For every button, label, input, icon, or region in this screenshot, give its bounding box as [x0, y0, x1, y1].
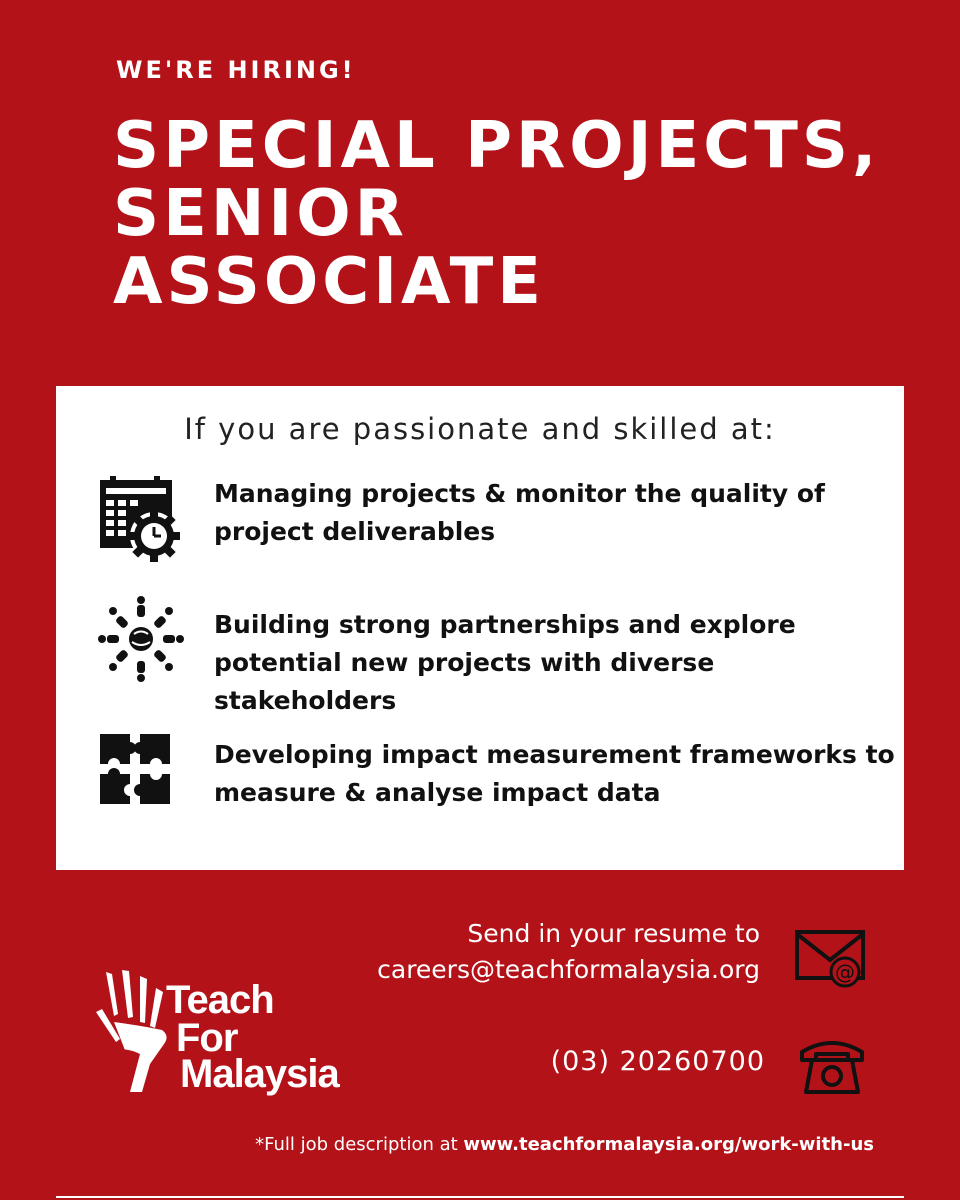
logo-word-for: For	[176, 1016, 238, 1060]
job-title-line-2: SENIOR	[113, 177, 408, 251]
svg-text:@: @	[835, 960, 855, 984]
job-description-footnote	[255, 1134, 874, 1155]
telephone-icon	[798, 1036, 866, 1096]
skill-text-managing-projects: Managing projects & monitor the quality of project deliverables	[214, 479, 825, 546]
logo-word-malaysia: Malaysia	[180, 1052, 339, 1096]
skill-text-building-partnerships: Building strong partnerships and explore potential new projects with diverse stakeholders	[214, 610, 796, 715]
footnote-prefix: *Full job description at	[255, 1134, 464, 1155]
email-address[interactable]: careers@teachformalaysia.org	[377, 955, 760, 984]
job-title-line-1: SPECIAL PROJECTS,	[113, 109, 881, 183]
resume-line: Send in your resume to	[467, 919, 760, 948]
skill-text-impact-measurement: Developing impact measurement frameworks to measure & analyse impact data	[214, 740, 895, 807]
people-globe-network-icon	[96, 594, 186, 684]
skills-intro: If you are passionate and skilled at:	[184, 412, 776, 446]
envelope-at-icon	[795, 928, 867, 988]
logo-word-teach: Teach	[166, 978, 274, 1022]
job-description-link[interactable]: www.teachformalaysia.org/work-with-us	[463, 1134, 874, 1155]
resume-instructions	[377, 916, 760, 988]
skill-item-building-partnerships	[96, 594, 896, 715]
teach-for-malaysia-logo	[92, 968, 372, 1100]
hiring-eyebrow: WE'RE HIRING!	[116, 56, 356, 84]
skill-item-impact-measurement	[96, 730, 896, 830]
bottom-divider	[56, 1196, 904, 1198]
skill-item-managing-projects	[96, 476, 896, 576]
skills-card	[56, 386, 904, 870]
job-title-line-3: ASSOCIATE	[113, 245, 545, 319]
calendar-gear-clock-icon	[96, 476, 186, 566]
job-title	[113, 109, 913, 319]
puzzle-pieces-icon	[96, 730, 186, 820]
phone-number[interactable]: (03) 20260700	[550, 1046, 765, 1077]
